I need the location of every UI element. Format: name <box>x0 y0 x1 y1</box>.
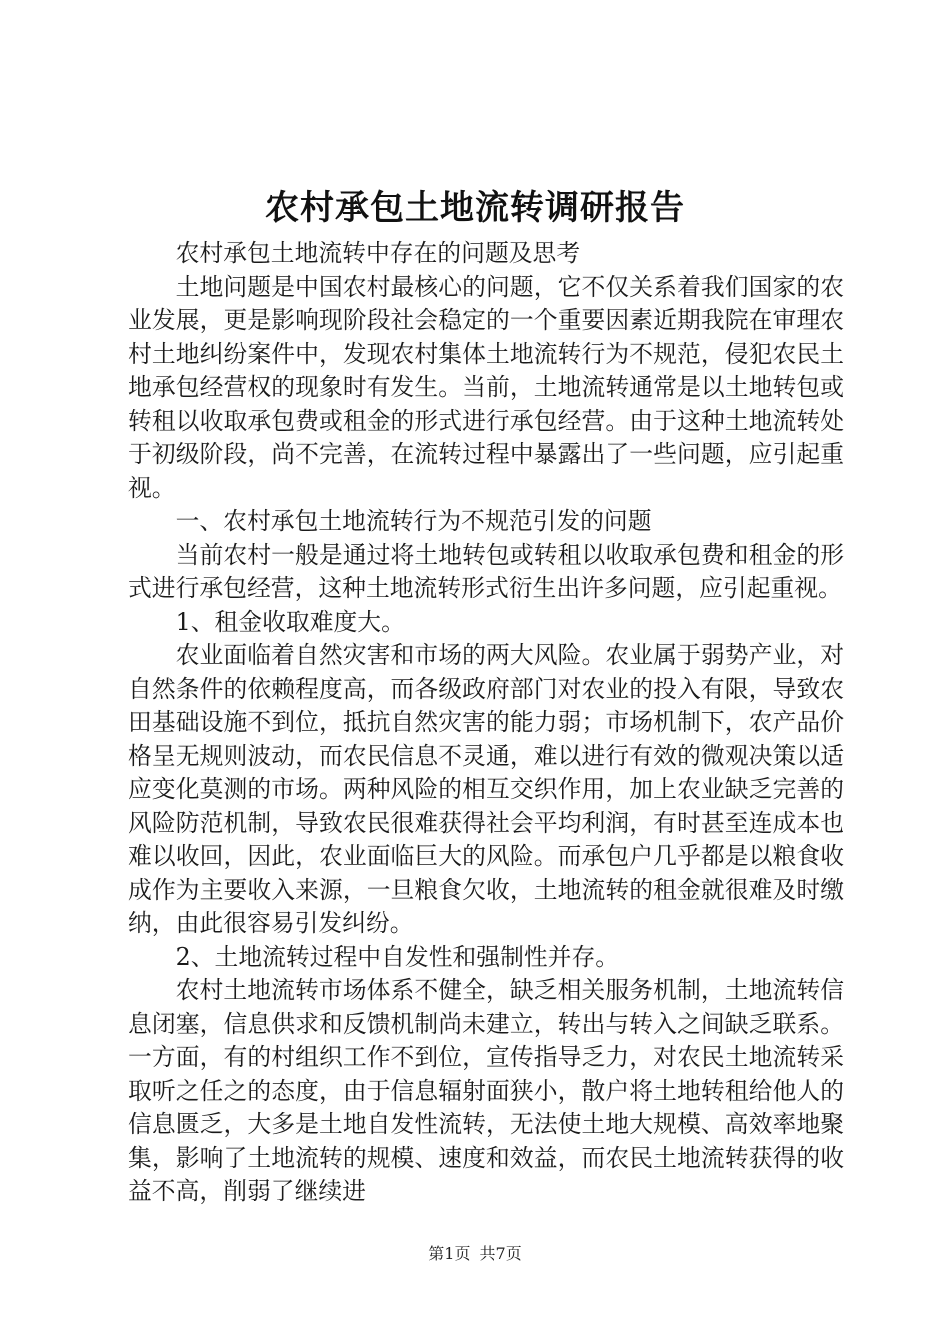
document-title: 农村承包土地流转调研报告 <box>265 188 685 228</box>
page-number: 第1页 <box>428 1244 471 1263</box>
paragraph-subtitle: 农村承包土地流转中存在的问题及思考 <box>175 239 581 267</box>
subheading-1: 1、租金收取难度大。 <box>175 607 405 636</box>
section-heading-1: 一、农村承包土地流转行为不规范引发的问题 <box>175 507 652 535</box>
page-total: 共7页 <box>479 1244 522 1263</box>
paragraph-intro: 土地问题是中国农村最核心的问题，它不仅关系着我们国家的农业发展，更是影响现阶段社会稳定的一个重要因素近期我院在审理农村土地纠纷案件中，发现农村集体土地流转行为不规范，侵犯农民土地承包经营权的现象时有发生。当前，土地流转通常是以土地转包或转租以收取承包费或租金的形式进行承包经营。由于这种土地流转处于初级阶段，尚不完善，在流转过程中暴露出了一些问题，应引起重视。 <box>128 272 844 502</box>
page-footer <box>0 1244 950 1264</box>
paragraph-rent: 农业面临着自然灾害和市场的两大风险。农业属于弱势产业，对自然条件的依赖程度高，而各级政府部门对农业的投入有限，导致农田基础设施不到位，抵抗自然灾害的能力弱；市场机制下，农产品价格呈无规则波动，而农民信息不灵通，难以进行有效的微观决策以适应变化莫测的市场。两种风险的相互交织作用，加上农业缺乏完善的风险防范机制，导致农民很难获得社会平均利润，有时甚至连成本也难以收回，因此，农业面临巨大的风险。而承包户几乎都是以粮食收成作为主要收入来源，一旦粮食欠收，土地流转的租金就很难及时缴纳，由此很容易引发纠纷。 <box>128 641 844 937</box>
subheading-2: 2、土地流转过程中自发性和强制性并存。 <box>175 942 620 971</box>
paragraph-transfer: 农村土地流转市场体系不健全，缺乏相关服务机制，土地流转信息闭塞，信息供求和反馈机制尚未建立，转出与转入之间缺乏联系。一方面，有的村组织工作不到位，宣传指导乏力，对农民土地流转采取听之任之的态度，由于信息辐射面狭小，散户将土地转租给他人的信息匮乏，大多是土地自发性流转，无法使土地大规模、高效率地聚集，影响了土地流转的规模、速度和效益，而农民土地流转获得的收益不高，削弱了继续进 <box>128 976 844 1205</box>
paragraph-section-1: 当前农村一般是通过将土地转包或转租以收取承包费和租金的形式进行承包经营，这种土地流转形式衍生出许多问题，应引起重视。 <box>128 540 844 602</box>
document-body <box>128 237 844 1209</box>
